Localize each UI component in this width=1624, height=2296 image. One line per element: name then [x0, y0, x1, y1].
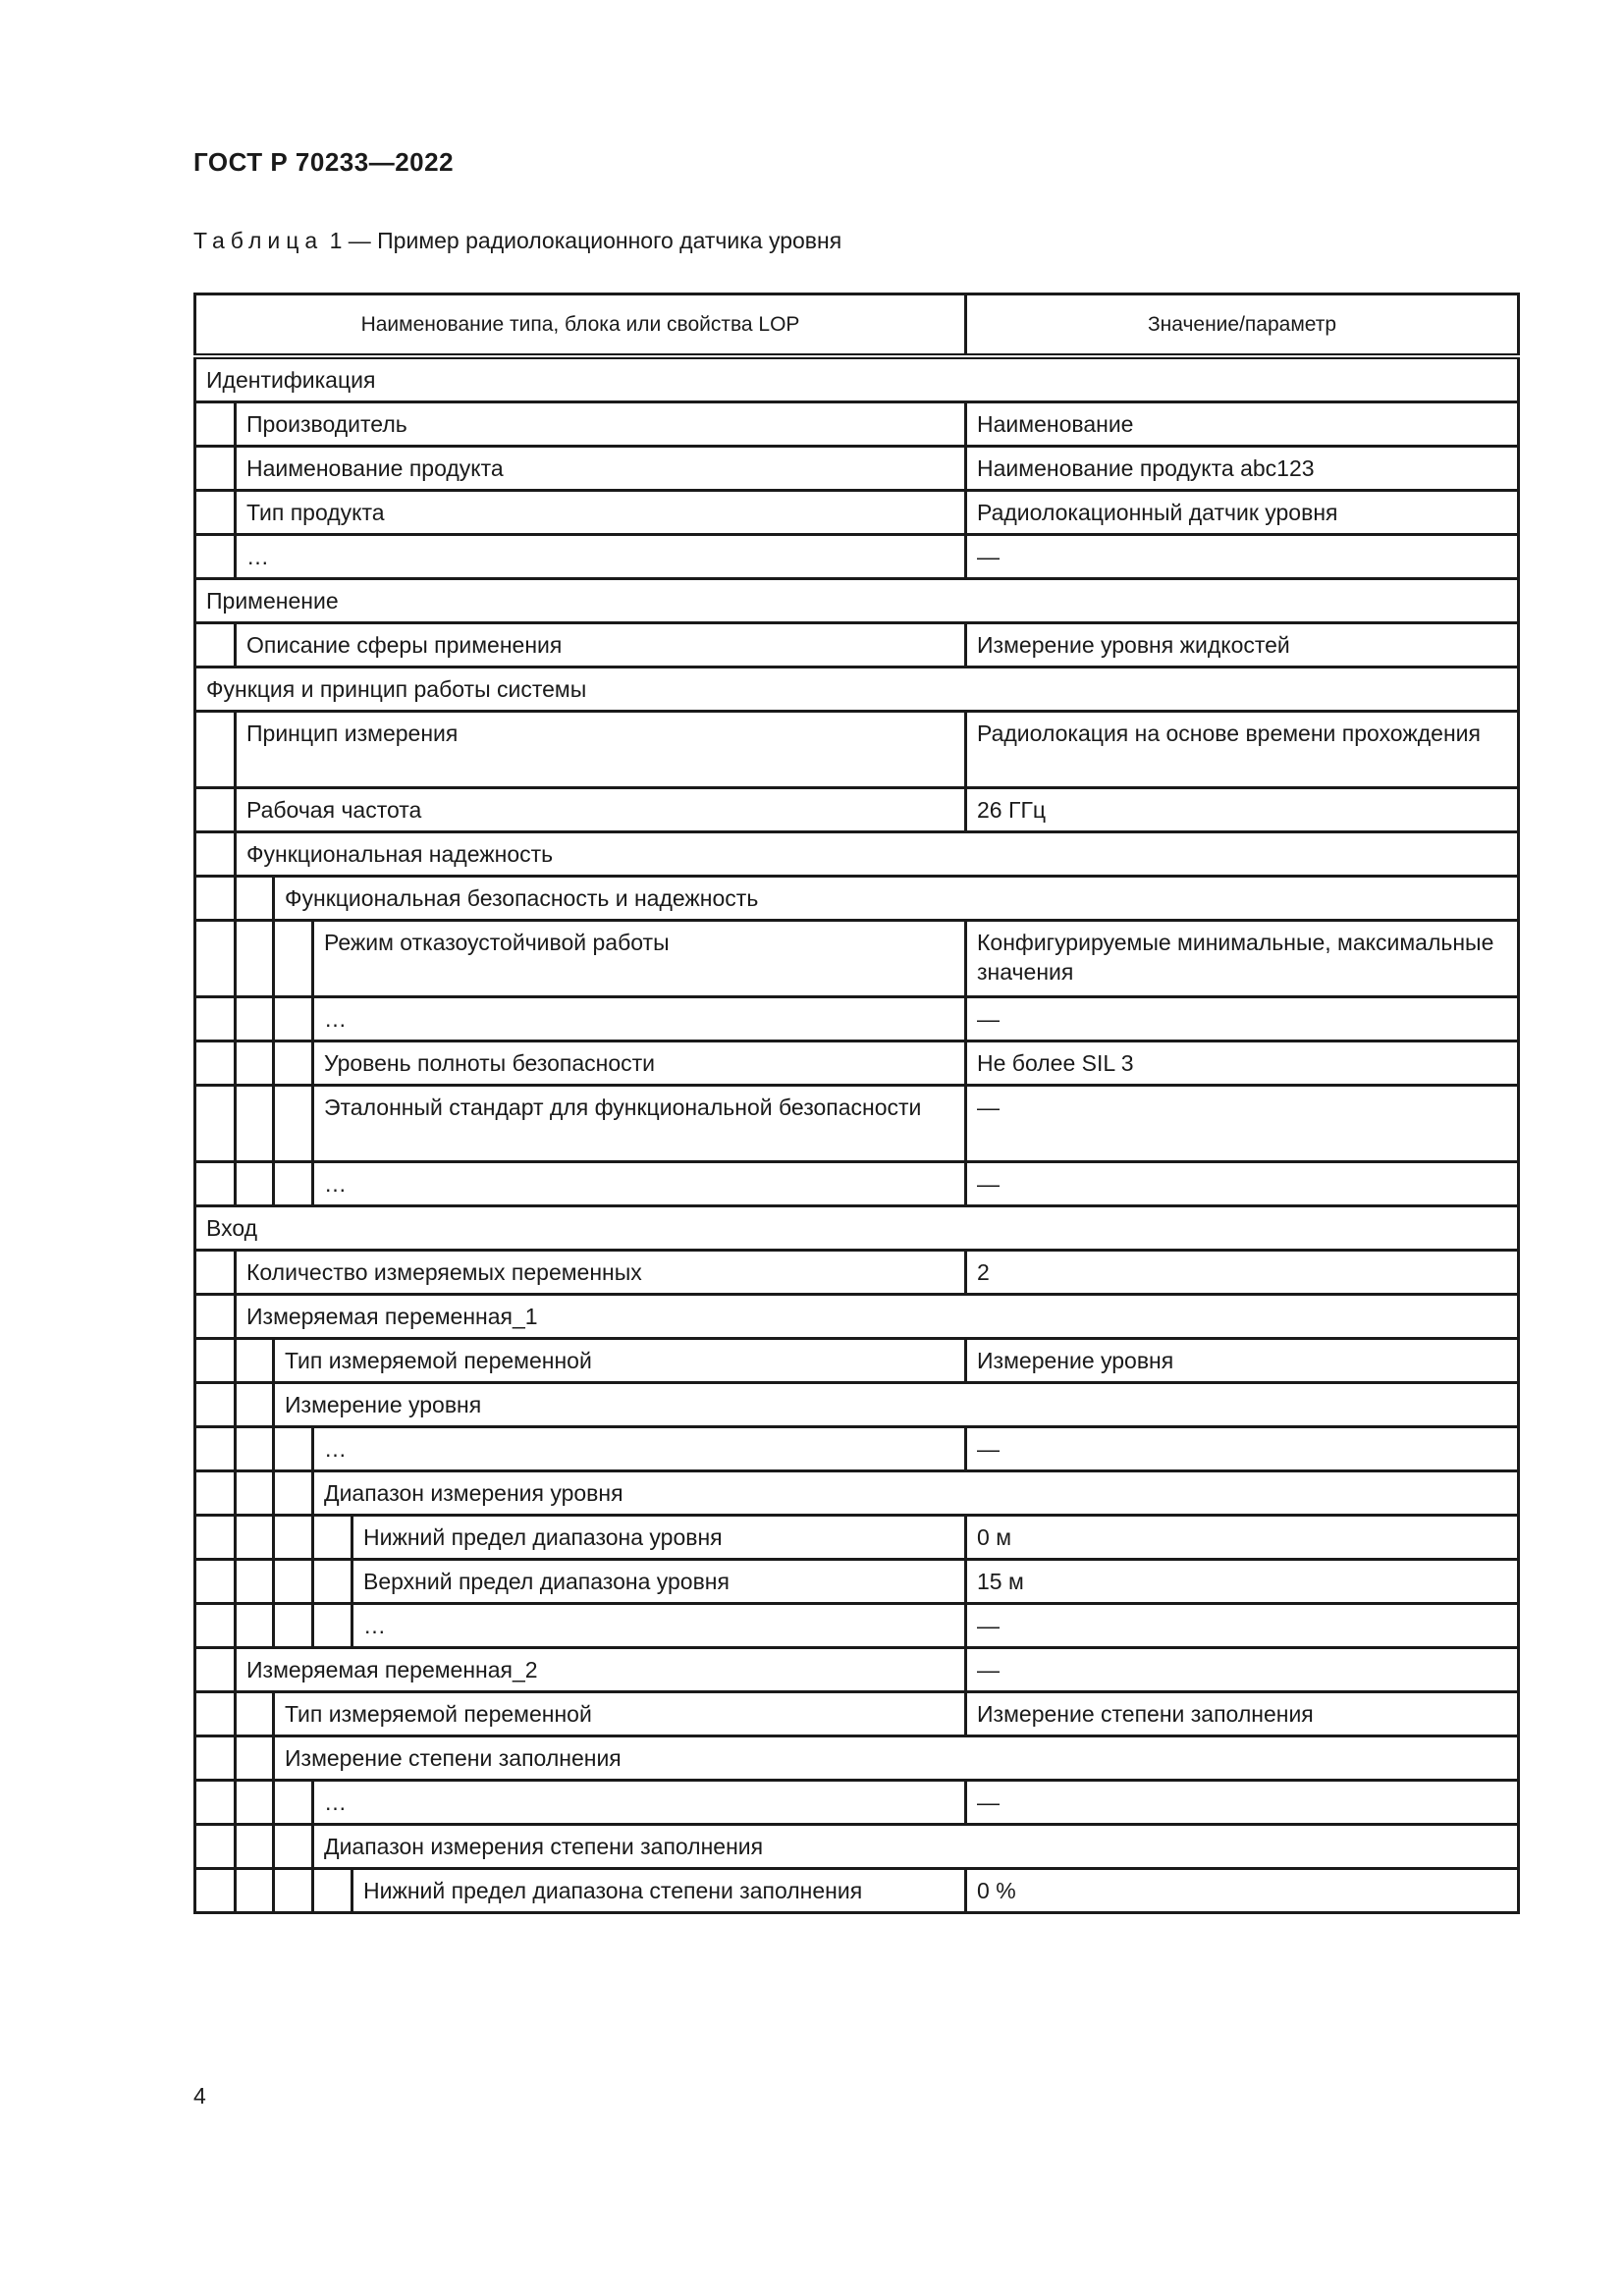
- property-name-cell: Функция и принцип работы системы: [195, 667, 1519, 712]
- property-name-cell: …: [313, 1781, 966, 1825]
- indent-cell: [274, 1825, 313, 1869]
- property-name-cell: Принцип измерения: [236, 712, 966, 788]
- property-name-cell: Тип продукта: [236, 491, 966, 535]
- table-row: [195, 1471, 1519, 1516]
- indent-cell: [195, 1825, 236, 1869]
- property-name-cell: Функциональная надежность: [236, 832, 1519, 877]
- indent-cell: [195, 491, 236, 535]
- indent-cell: [236, 1162, 274, 1206]
- document-code: ГОСТ Р 70233—2022: [193, 147, 455, 177]
- column-header-name: Наименование типа, блока или свойства LOP: [195, 294, 966, 357]
- indent-cell: [195, 1383, 236, 1427]
- property-value-cell: —: [966, 997, 1519, 1041]
- property-name-cell: Измеряемая переменная_2: [236, 1648, 966, 1692]
- property-value-cell: Измерение уровня жидкостей: [966, 623, 1519, 667]
- property-value-cell: 15 м: [966, 1560, 1519, 1604]
- indent-cell: [274, 921, 313, 997]
- table-row: [195, 535, 1519, 579]
- table-row: [195, 623, 1519, 667]
- indent-cell: [195, 1560, 236, 1604]
- column-header-value: Значение/параметр: [966, 294, 1519, 357]
- indent-cell: [274, 1162, 313, 1206]
- indent-cell: [236, 1041, 274, 1086]
- table-row: [195, 1604, 1519, 1648]
- indent-cell: [195, 1251, 236, 1295]
- indent-cell: [195, 1295, 236, 1339]
- indent-cell: [195, 1648, 236, 1692]
- table-row: [195, 1295, 1519, 1339]
- property-name-cell: Нижний предел диапазона степени заполнения: [352, 1869, 966, 1913]
- property-name-cell: Измерение степени заполнения: [274, 1736, 1519, 1781]
- indent-cell: [195, 1692, 236, 1736]
- table-row: [195, 1516, 1519, 1560]
- table-row: [195, 1825, 1519, 1869]
- indent-cell: [195, 788, 236, 832]
- property-name-cell: Диапазон измерения степени заполнения: [313, 1825, 1519, 1869]
- indent-cell: [195, 1604, 236, 1648]
- indent-cell: [195, 402, 236, 447]
- indent-cell: [195, 623, 236, 667]
- table-row: [195, 1086, 1519, 1162]
- table-caption: [193, 228, 841, 254]
- property-name-cell: Вход: [195, 1206, 1519, 1251]
- property-value-cell: Наименование продукта abc123: [966, 447, 1519, 491]
- table-row: [195, 1383, 1519, 1427]
- indent-cell: [195, 921, 236, 997]
- indent-cell: [236, 1781, 274, 1825]
- indent-cell: [195, 877, 236, 921]
- indent-cell: [236, 1736, 274, 1781]
- indent-cell: [236, 1427, 274, 1471]
- property-value-cell: 0 %: [966, 1869, 1519, 1913]
- indent-cell: [195, 1471, 236, 1516]
- indent-cell: [236, 1825, 274, 1869]
- indent-cell: [195, 1781, 236, 1825]
- page-number: 4: [193, 2083, 206, 2109]
- property-name-cell: Диапазон измерения уровня: [313, 1471, 1519, 1516]
- property-value-cell: Радиолокационный датчик уровня: [966, 491, 1519, 535]
- indent-cell: [195, 1427, 236, 1471]
- property-value-cell: Радиолокация на основе времени прохождения: [966, 712, 1519, 788]
- indent-cell: [274, 1604, 313, 1648]
- indent-cell: [195, 1041, 236, 1086]
- table-row: [195, 667, 1519, 712]
- indent-cell: [195, 1516, 236, 1560]
- indent-cell: [274, 1086, 313, 1162]
- indent-cell: [195, 447, 236, 491]
- property-name-cell: Рабочая частота: [236, 788, 966, 832]
- table-row: [195, 356, 1519, 402]
- table-row: [195, 997, 1519, 1041]
- table-row: [195, 491, 1519, 535]
- table-row: [195, 1041, 1519, 1086]
- property-value-cell: —: [966, 535, 1519, 579]
- indent-cell: [313, 1604, 352, 1648]
- property-value-cell: —: [966, 1604, 1519, 1648]
- table-row: [195, 447, 1519, 491]
- caption-number: 1: [329, 228, 343, 253]
- table-row: [195, 402, 1519, 447]
- indent-cell: [236, 1604, 274, 1648]
- indent-cell: [236, 997, 274, 1041]
- indent-cell: [195, 997, 236, 1041]
- property-value-cell: —: [966, 1427, 1519, 1471]
- indent-cell: [195, 1339, 236, 1383]
- table-row: [195, 579, 1519, 623]
- table-row: [195, 1869, 1519, 1913]
- table-header-row: [195, 294, 1519, 357]
- indent-cell: [195, 1736, 236, 1781]
- property-value-cell: Конфигурируемые минимальные, максимальные значения: [966, 921, 1519, 997]
- property-value-cell: 2: [966, 1251, 1519, 1295]
- table-row: [195, 877, 1519, 921]
- indent-cell: [195, 1086, 236, 1162]
- indent-cell: [195, 832, 236, 877]
- property-name-cell: …: [352, 1604, 966, 1648]
- property-name-cell: Уровень полноты безопасности: [313, 1041, 966, 1086]
- property-name-cell: Количество измеряемых переменных: [236, 1251, 966, 1295]
- property-name-cell: Измерение уровня: [274, 1383, 1519, 1427]
- property-name-cell: Идентификация: [195, 356, 1519, 402]
- property-value-cell: 0 м: [966, 1516, 1519, 1560]
- indent-cell: [274, 997, 313, 1041]
- indent-cell: [195, 535, 236, 579]
- property-name-cell: Измеряемая переменная_1: [236, 1295, 1519, 1339]
- property-value-cell: Не более SIL 3: [966, 1041, 1519, 1086]
- table-row: [195, 1162, 1519, 1206]
- indent-cell: [195, 712, 236, 788]
- property-value-cell: —: [966, 1648, 1519, 1692]
- table-row: [195, 1251, 1519, 1295]
- indent-cell: [236, 1516, 274, 1560]
- indent-cell: [274, 1781, 313, 1825]
- indent-cell: [274, 1427, 313, 1471]
- table-row: [195, 712, 1519, 788]
- property-name-cell: Нижний предел диапазона уровня: [352, 1516, 966, 1560]
- indent-cell: [313, 1560, 352, 1604]
- indent-cell: [313, 1869, 352, 1913]
- property-name-cell: Тип измеряемой переменной: [274, 1339, 966, 1383]
- indent-cell: [236, 1339, 274, 1383]
- property-name-cell: Тип измеряемой переменной: [274, 1692, 966, 1736]
- table-row: [195, 1781, 1519, 1825]
- table-row: [195, 832, 1519, 877]
- indent-cell: [236, 1869, 274, 1913]
- property-name-cell: …: [236, 535, 966, 579]
- indent-cell: [274, 1560, 313, 1604]
- property-value-cell: —: [966, 1781, 1519, 1825]
- property-name-cell: Функциональная безопасность и надежность: [274, 877, 1519, 921]
- indent-cell: [274, 1041, 313, 1086]
- property-name-cell: …: [313, 997, 966, 1041]
- indent-cell: [236, 921, 274, 997]
- property-value-cell: —: [966, 1086, 1519, 1162]
- property-value-cell: —: [966, 1162, 1519, 1206]
- indent-cell: [274, 1869, 313, 1913]
- property-name-cell: Наименование продукта: [236, 447, 966, 491]
- table-body: [195, 356, 1519, 1913]
- table-row: [195, 1339, 1519, 1383]
- caption-title: — Пример радиолокационного датчика уровня: [348, 228, 842, 253]
- property-name-cell: Эталонный стандарт для функциональной безопасности: [313, 1086, 966, 1162]
- property-name-cell: …: [313, 1427, 966, 1471]
- property-name-cell: …: [313, 1162, 966, 1206]
- table-row: [195, 1692, 1519, 1736]
- indent-cell: [236, 1560, 274, 1604]
- indent-cell: [236, 877, 274, 921]
- property-name-cell: Верхний предел диапазона уровня: [352, 1560, 966, 1604]
- property-name-cell: Производитель: [236, 402, 966, 447]
- table-row: [195, 1427, 1519, 1471]
- indent-cell: [274, 1516, 313, 1560]
- property-value-cell: Измерение уровня: [966, 1339, 1519, 1383]
- caption-label: Таблица: [193, 228, 324, 253]
- table-row: [195, 1206, 1519, 1251]
- indent-cell: [236, 1471, 274, 1516]
- property-name-cell: Применение: [195, 579, 1519, 623]
- table-row: [195, 1560, 1519, 1604]
- property-value-cell: Наименование: [966, 402, 1519, 447]
- lop-table: [193, 293, 1520, 1914]
- property-value-cell: Измерение степени заполнения: [966, 1692, 1519, 1736]
- table-row: [195, 921, 1519, 997]
- indent-cell: [195, 1869, 236, 1913]
- property-value-cell: 26 ГГц: [966, 788, 1519, 832]
- property-name-cell: Описание сферы применения: [236, 623, 966, 667]
- table-row: [195, 1736, 1519, 1781]
- indent-cell: [236, 1086, 274, 1162]
- indent-cell: [236, 1692, 274, 1736]
- indent-cell: [195, 1162, 236, 1206]
- indent-cell: [236, 1383, 274, 1427]
- table-row: [195, 788, 1519, 832]
- table-row: [195, 1648, 1519, 1692]
- indent-cell: [313, 1516, 352, 1560]
- indent-cell: [274, 1471, 313, 1516]
- property-name-cell: Режим отказоустойчивой работы: [313, 921, 966, 997]
